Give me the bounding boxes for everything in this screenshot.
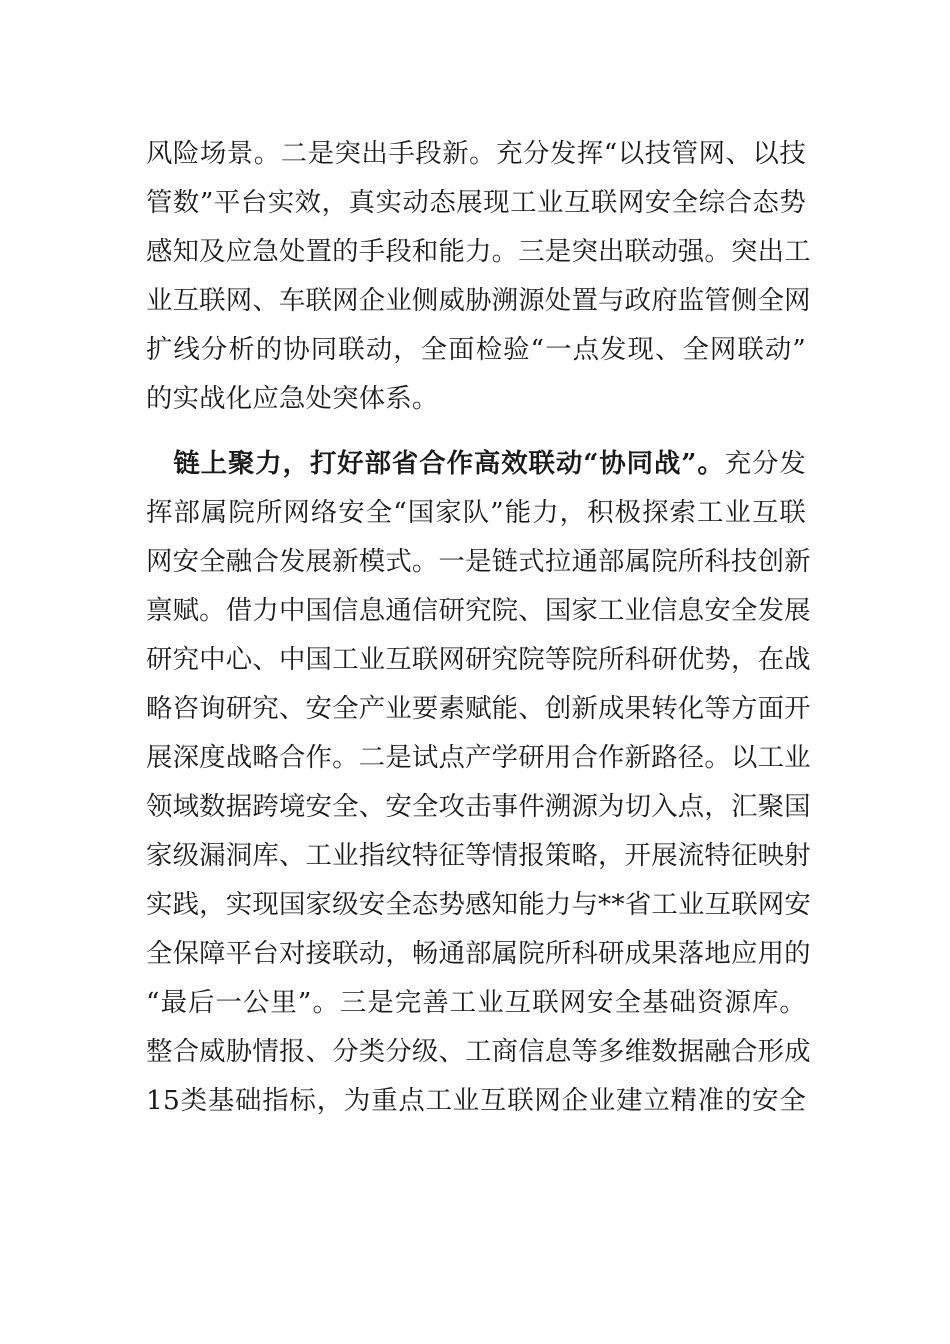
paragraph-2-line-8: 领域数据跨境安全、安全攻击事件溯源为切入点，汇聚国 (146, 791, 811, 822)
paragraph-2-line-5: 研究中心、中国工业互联网研究院等院所科研优势，在战 (146, 644, 811, 675)
paragraph-2-line-14: 15类基础指标，为重点工业互联网企业建立精准的安全 (146, 1085, 806, 1116)
paragraph-2-line-4: 禀赋。借力中国信息通信研究院、国家工业信息安全发展 (146, 595, 811, 626)
paragraph-2 (146, 439, 811, 1125)
paragraph-1-line-5: 扩线分析的协同联动，全面检验“一点发现、全网联动” (146, 334, 806, 365)
paragraph-2-heading: 链上聚力，打好部省合作高效联动“协同战”。 (173, 448, 725, 479)
paragraph-2-line-10: 实践，实现国家级安全态势感知能力与**省工业互联网安 (146, 889, 811, 920)
paragraph-1-line-6: 的实战化应急处突体系。 (146, 383, 439, 414)
paragraph-1-line-4: 业互联网、车联网企业侧威胁溯源处置与政府监管侧全网 (146, 285, 811, 316)
paragraph-2-line-12: “最后一公里”。三是完善工业互联网安全基础资源库。 (146, 987, 806, 1018)
paragraph-2-first-tail: 充分发 (724, 448, 806, 479)
paragraph-2-line-9: 家级漏洞库、工业指纹特征等情报策略，开展流特征映射 (146, 840, 811, 871)
paragraph-2-line-13: 整合威胁情报、分类分级、工商信息等多维数据融合形成 (146, 1036, 811, 1067)
paragraph-1-line-2: 管数”平台实效，真实动态展现工业互联网安全综合态势 (146, 187, 806, 218)
paragraph-1-line-1: 风险场景。二是突出手段新。充分发挥“以技管网、以技 (146, 138, 806, 169)
paragraph-1-line-3: 感知及应急处置的手段和能力。三是突出联动强。突出工 (146, 236, 811, 267)
paragraph-2-line-7: 展深度战略合作。二是试点产学研用合作新路径。以工业 (146, 742, 811, 773)
paragraph-2-line-3: 网安全融合发展新模式。一是链式拉通部属院所科技创新 (146, 546, 811, 577)
paragraph-2-line-11: 全保障平台对接联动，畅通部属院所科研成果落地应用的 (146, 938, 811, 969)
paragraph-1 (146, 129, 811, 423)
paragraph-2-line-1 (146, 439, 806, 488)
paragraph-2-line-2: 挥部属院所网络安全“国家队”能力，积极探索工业互联 (146, 497, 806, 528)
paragraph-2-line-6: 略咨询研究、安全产业要素赋能、创新成果转化等方面开 (146, 693, 811, 724)
